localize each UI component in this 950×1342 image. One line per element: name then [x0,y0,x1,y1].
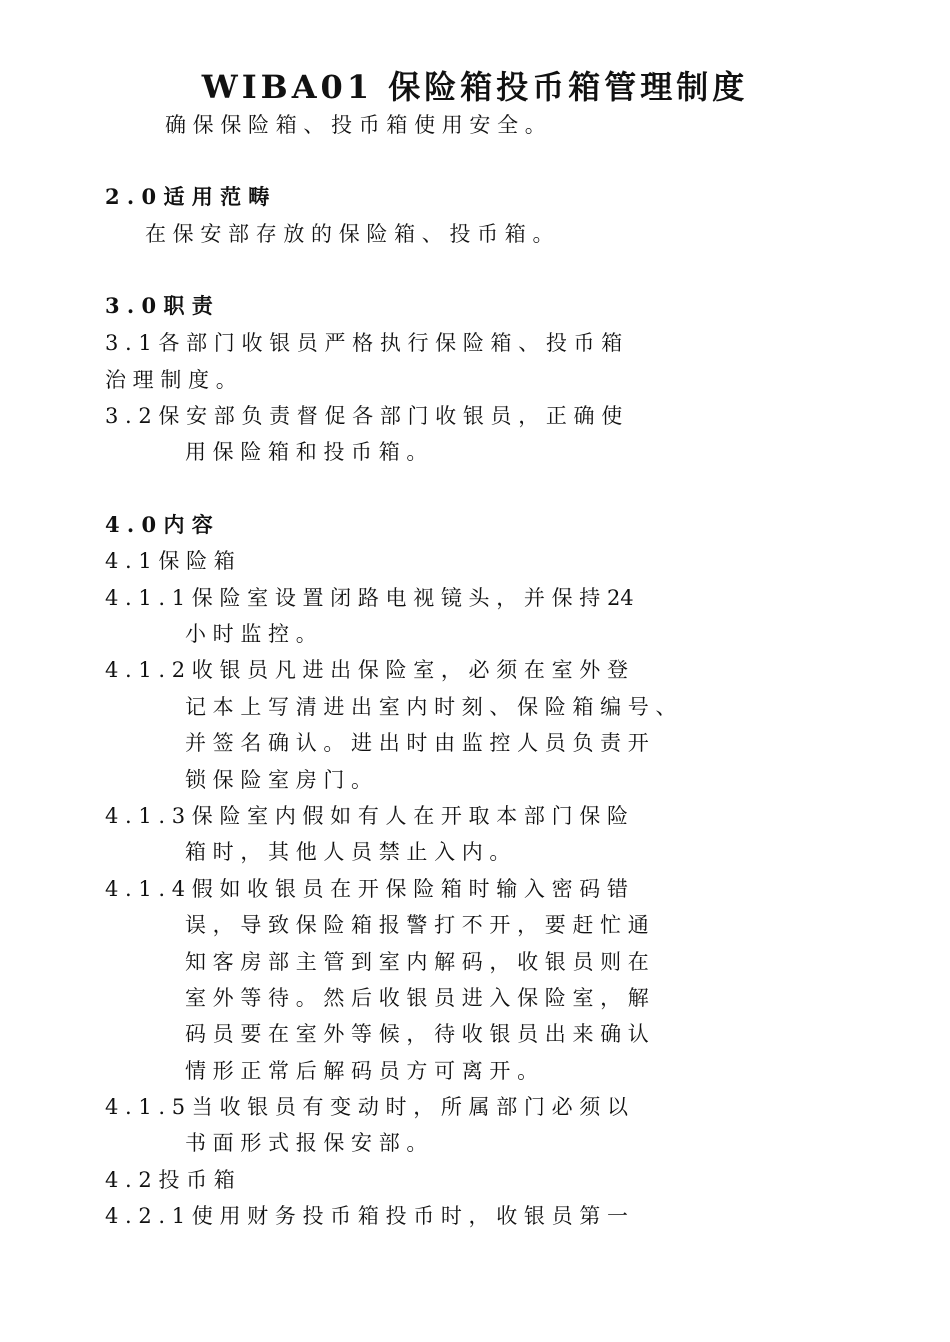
duty-3-1-line-1: 3 . 1 各 部 门 收 银 员 严 格 执 行 保 险 箱 、 投 币 箱 [105,331,623,355]
item-4-1-2-line-3: 并 签 名 确 认 。 进 出 时 由 监 控 人 员 负 责 开 [185,731,649,755]
section-heading-content: 4 . 0 内 容 [105,512,213,537]
item-4-1-5-line-1: 4 . 1 . 5 当 收 银 员 有 变 动 时 ， 所 属 部 门 必 须 以 [105,1095,628,1119]
item-4-1-5-line-2: 书 面 形 式 报 保 安 部 。 [185,1131,428,1155]
item-4-1-4-line-3: 知 客 房 部 主 管 到 室 内 解 码 ， 收 银 员 则 在 [185,950,649,974]
item-4-1-1-line-1: 4 . 1 . 1 保 险 室 设 置 闭 路 电 视 镜 头 ， 并 保 持 24 [105,586,634,610]
item-4-1-3-line-2: 箱 时 ， 其 他 人 员 禁 止 入 内 。 [185,840,511,864]
item-4-1-2-line-2: 记 本 上 写 清 进 出 室 内 时 刻 、 保 险 箱 编 号 、 [185,695,677,719]
item-4-2-1-line-1: 4 . 2 . 1 使 用 财 务 投 币 箱 投 币 时 ， 收 银 员 第 一 [105,1204,628,1228]
item-4-1-4-line-1: 4 . 1 . 4 假 如 收 银 员 在 开 保 险 箱 时 输 入 密 码 错 [105,877,628,901]
item-4-1-3-line-1: 4 . 1 . 3 保 险 室 内 假 如 有 人 在 开 取 本 部 门 保 险 [105,804,628,828]
item-4-1-4-line-4: 室 外 等 待 。 然 后 收 银 员 进 入 保 险 室 ， 解 [185,986,649,1010]
duty-3-2-line-2: 用 保 险 箱 和 投 币 箱 。 [185,440,428,464]
item-4-1-4-line-5: 码 员 要 在 室 外 等 候 ， 待 收 银 员 出 来 确 认 [185,1022,649,1046]
purpose-line: 确 保 保 险 箱 、 投 币 箱 使 用 安 全 。 [165,113,546,137]
duty-3-2-line-1: 3 . 2 保 安 部 负 责 督 促 各 部 门 收 银 员 ， 正 确 使 [105,404,623,428]
item-4-1-4-line-2: 误 ， 导 致 保 险 箱 报 警 打 不 开 ， 要 赶 忙 通 [185,913,649,937]
subsection-4-2: 4 . 2 投 币 箱 [105,1168,235,1192]
item-4-1-4-line-6: 情 形 正 常 后 解 码 员 方 可 离 开 。 [185,1059,539,1083]
subsection-4-1: 4 . 1 保 险 箱 [105,549,235,573]
item-4-1-1-line-2: 小 时 监 控 。 [185,622,317,646]
document-title: WIBA01 保险箱投币箱管理制度 [201,68,749,106]
scope-line: 在 保 安 部 存 放 的 保 险 箱 、 投 币 箱 。 [145,222,554,246]
item-4-1-2-line-1: 4 . 1 . 2 收 银 员 凡 进 出 保 险 室 ， 必 须 在 室 外 登 [105,658,628,682]
section-heading-duties: 3 . 0 职 责 [105,293,213,318]
duty-3-1-line-2: 治 理 制 度 。 [105,368,237,392]
section-heading-scope: 2 . 0 适 用 范 畴 [105,184,270,209]
item-4-1-2-line-4: 锁 保 险 室 房 门 。 [185,768,373,792]
